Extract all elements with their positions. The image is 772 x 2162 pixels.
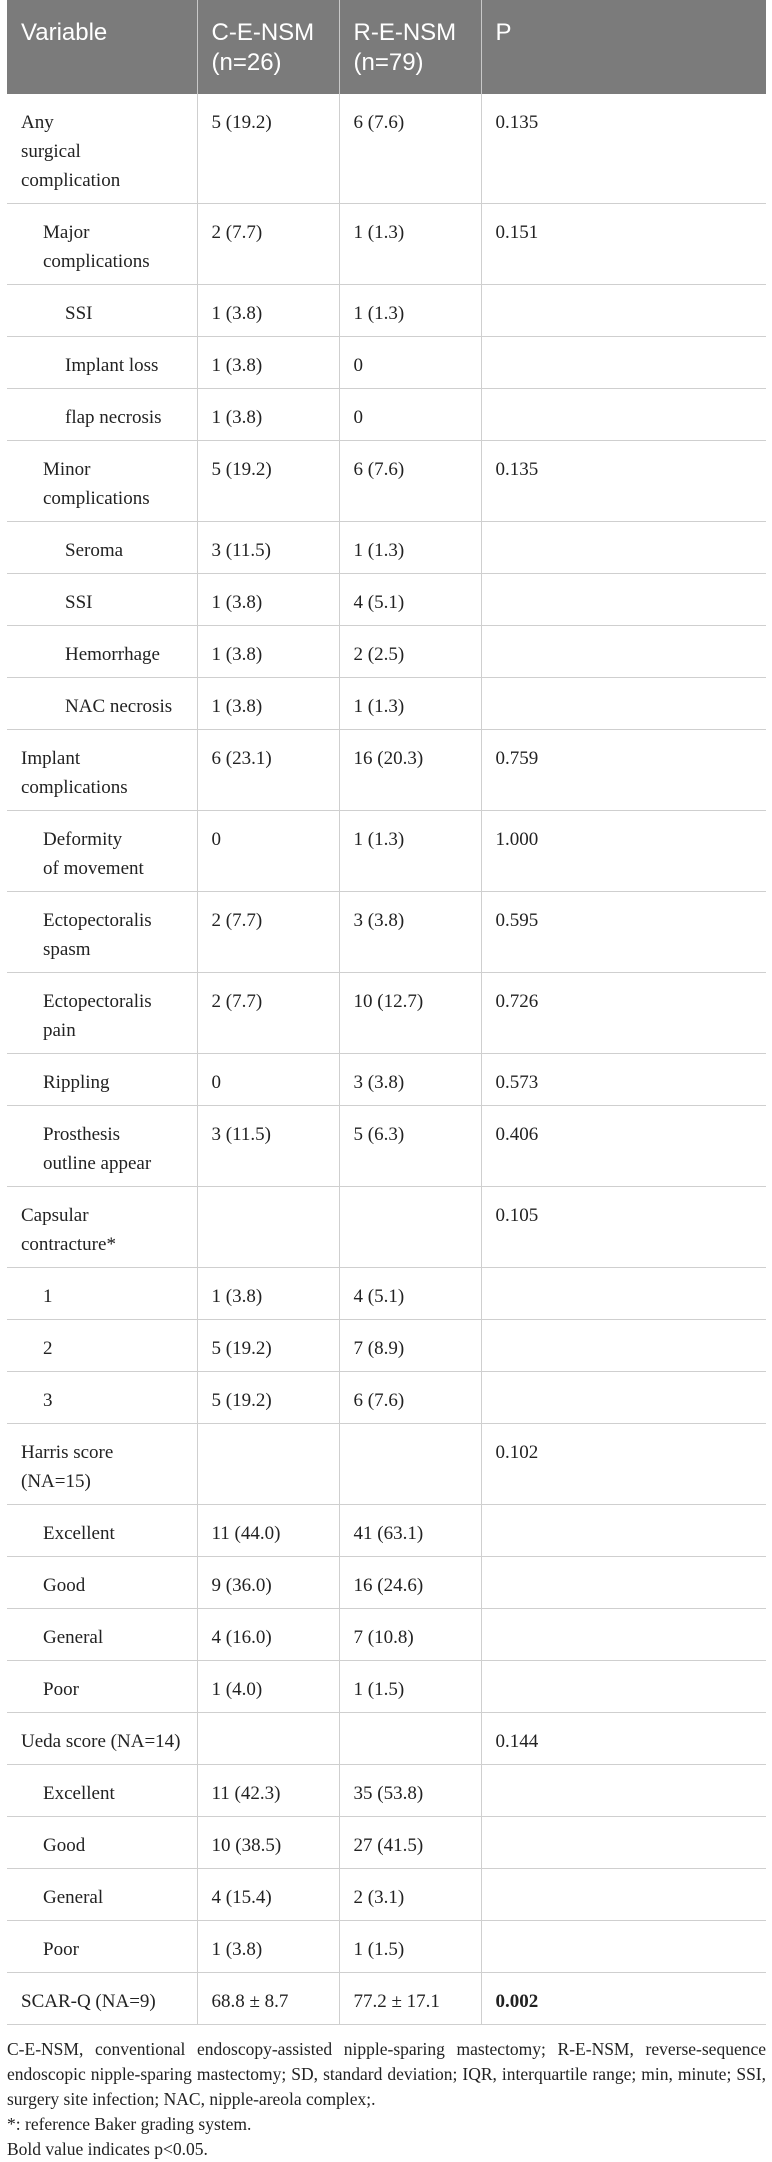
r-e-nsm-cell: 77.2 ± 17.1 xyxy=(339,1973,481,2025)
variable-cell: Poor xyxy=(7,1661,197,1713)
p-value-cell: 0.135 xyxy=(481,94,766,204)
p-value-cell: 0.726 xyxy=(481,973,766,1054)
r-e-nsm-cell: 1 (1.3) xyxy=(339,285,481,337)
variable-cell: Ectopectoralis pain xyxy=(7,973,197,1054)
table-row xyxy=(7,626,766,678)
r-e-nsm-cell: 1 (1.3) xyxy=(339,678,481,730)
p-value-cell: 0.595 xyxy=(481,892,766,973)
p-value-cell xyxy=(481,1817,766,1869)
r-e-nsm-cell: 5 (6.3) xyxy=(339,1106,481,1187)
variable-cell: SSI xyxy=(7,285,197,337)
table-row xyxy=(7,1817,766,1869)
c-e-nsm-cell: 2 (7.7) xyxy=(197,973,339,1054)
c-e-nsm-cell: 5 (19.2) xyxy=(197,1320,339,1372)
r-e-nsm-cell: 1 (1.3) xyxy=(339,204,481,285)
c-e-nsm-cell: 4 (15.4) xyxy=(197,1869,339,1921)
asterisk-note: *: reference Baker grading system. xyxy=(7,2114,252,2134)
c-e-nsm-cell: 2 (7.7) xyxy=(197,892,339,973)
p-value-cell: 0.144 xyxy=(481,1713,766,1765)
table-row xyxy=(7,337,766,389)
p-value-cell: 0.759 xyxy=(481,730,766,811)
c-e-nsm-cell: 1 (3.8) xyxy=(197,574,339,626)
table-row xyxy=(7,1973,766,2025)
c-e-nsm-cell: 5 (19.2) xyxy=(197,94,339,204)
header-p: P xyxy=(481,0,766,94)
variable-cell: Ueda score (NA=14) xyxy=(7,1713,197,1765)
p-value-cell xyxy=(481,337,766,389)
table-row xyxy=(7,1661,766,1713)
bold-value-note: Bold value indicates p<0.05. xyxy=(7,2139,208,2159)
c-e-nsm-cell xyxy=(197,1187,339,1268)
header-row xyxy=(7,0,766,94)
p-value-cell xyxy=(481,1921,766,1973)
c-e-nsm-cell xyxy=(197,1424,339,1505)
variable-cell: 3 xyxy=(7,1372,197,1424)
variable-cell: Implant complications xyxy=(7,730,197,811)
r-e-nsm-cell xyxy=(339,1424,481,1505)
variable-cell: Ectopectoralis spasm xyxy=(7,892,197,973)
c-e-nsm-cell: 11 (44.0) xyxy=(197,1505,339,1557)
variable-cell: Minor complications xyxy=(7,441,197,522)
table-row xyxy=(7,1424,766,1505)
c-e-nsm-cell: 1 (4.0) xyxy=(197,1661,339,1713)
c-e-nsm-cell: 10 (38.5) xyxy=(197,1817,339,1869)
c-e-nsm-cell: 4 (16.0) xyxy=(197,1609,339,1661)
r-e-nsm-cell: 6 (7.6) xyxy=(339,1372,481,1424)
variable-cell: Seroma xyxy=(7,522,197,574)
variable-cell: flap necrosis xyxy=(7,389,197,441)
variable-cell: 1 xyxy=(7,1268,197,1320)
r-e-nsm-cell: 3 (3.8) xyxy=(339,1054,481,1106)
r-e-nsm-cell: 6 (7.6) xyxy=(339,441,481,522)
c-e-nsm-cell: 1 (3.8) xyxy=(197,678,339,730)
variable-cell: Capsular contracture* xyxy=(7,1187,197,1268)
p-value-cell xyxy=(481,1765,766,1817)
table-row xyxy=(7,1713,766,1765)
r-e-nsm-cell: 3 (3.8) xyxy=(339,892,481,973)
c-e-nsm-cell: 11 (42.3) xyxy=(197,1765,339,1817)
p-value-cell xyxy=(481,1609,766,1661)
p-value-cell xyxy=(481,1505,766,1557)
r-e-nsm-cell: 16 (20.3) xyxy=(339,730,481,811)
variable-cell: Good xyxy=(7,1557,197,1609)
variable-cell: Any surgical complication xyxy=(7,94,197,204)
p-value-cell: 0.102 xyxy=(481,1424,766,1505)
p-value-cell xyxy=(481,574,766,626)
variable-cell: SCAR-Q (NA=9) xyxy=(7,1973,197,2025)
c-e-nsm-cell: 0 xyxy=(197,1054,339,1106)
table-row xyxy=(7,892,766,973)
p-value-cell xyxy=(481,285,766,337)
p-value-cell xyxy=(481,389,766,441)
r-e-nsm-cell: 16 (24.6) xyxy=(339,1557,481,1609)
table-row xyxy=(7,441,766,522)
variable-cell: General xyxy=(7,1609,197,1661)
p-value-cell: 0.105 xyxy=(481,1187,766,1268)
header-r-e-nsm: R-E-NSM (n=79) xyxy=(339,0,481,94)
variable-cell: Harris score (NA=15) xyxy=(7,1424,197,1505)
table-row xyxy=(7,1869,766,1921)
p-value-cell xyxy=(481,1869,766,1921)
r-e-nsm-cell: 1 (1.3) xyxy=(339,522,481,574)
r-e-nsm-cell: 2 (2.5) xyxy=(339,626,481,678)
table-container xyxy=(7,0,766,2162)
variable-cell: Good xyxy=(7,1817,197,1869)
variable-cell: Excellent xyxy=(7,1505,197,1557)
p-value-cell xyxy=(481,1372,766,1424)
r-e-nsm-cell: 1 (1.3) xyxy=(339,811,481,892)
p-value-cell xyxy=(481,1268,766,1320)
r-e-nsm-cell: 0 xyxy=(339,337,481,389)
r-e-nsm-cell: 2 (3.1) xyxy=(339,1869,481,1921)
variable-cell: Implant loss xyxy=(7,337,197,389)
table-row xyxy=(7,1609,766,1661)
table-row xyxy=(7,1054,766,1106)
p-value-cell xyxy=(481,1557,766,1609)
c-e-nsm-cell: 6 (23.1) xyxy=(197,730,339,811)
p-value-cell: 0.406 xyxy=(481,1106,766,1187)
r-e-nsm-cell: 41 (63.1) xyxy=(339,1505,481,1557)
table-row xyxy=(7,1505,766,1557)
header-variable: Variable xyxy=(7,0,197,94)
p-value-cell xyxy=(481,1320,766,1372)
variable-cell: SSI xyxy=(7,574,197,626)
variable-cell: General xyxy=(7,1869,197,1921)
c-e-nsm-cell: 5 (19.2) xyxy=(197,441,339,522)
variable-cell: Rippling xyxy=(7,1054,197,1106)
r-e-nsm-cell: 7 (8.9) xyxy=(339,1320,481,1372)
table-row xyxy=(7,204,766,285)
c-e-nsm-cell: 1 (3.8) xyxy=(197,285,339,337)
variable-cell: 2 xyxy=(7,1320,197,1372)
c-e-nsm-cell: 9 (36.0) xyxy=(197,1557,339,1609)
table-row xyxy=(7,522,766,574)
r-e-nsm-cell: 1 (1.5) xyxy=(339,1921,481,1973)
table-footnotes xyxy=(7,2037,766,2162)
c-e-nsm-cell: 0 xyxy=(197,811,339,892)
p-value-cell: 0.151 xyxy=(481,204,766,285)
variable-cell: Major complications xyxy=(7,204,197,285)
r-e-nsm-cell: 4 (5.1) xyxy=(339,1268,481,1320)
table-row xyxy=(7,1320,766,1372)
variable-cell: Excellent xyxy=(7,1765,197,1817)
table-row xyxy=(7,1921,766,1973)
table-row xyxy=(7,678,766,730)
variable-cell: Poor xyxy=(7,1921,197,1973)
c-e-nsm-cell xyxy=(197,1713,339,1765)
p-value-cell xyxy=(481,678,766,730)
r-e-nsm-cell: 27 (41.5) xyxy=(339,1817,481,1869)
c-e-nsm-cell: 1 (3.8) xyxy=(197,337,339,389)
table-row xyxy=(7,1557,766,1609)
r-e-nsm-cell: 1 (1.5) xyxy=(339,1661,481,1713)
table-body xyxy=(7,94,766,2025)
c-e-nsm-cell: 1 (3.8) xyxy=(197,1921,339,1973)
variable-cell: Hemorrhage xyxy=(7,626,197,678)
r-e-nsm-cell: 7 (10.8) xyxy=(339,1609,481,1661)
r-e-nsm-cell: 35 (53.8) xyxy=(339,1765,481,1817)
p-value-cell: 0.135 xyxy=(481,441,766,522)
table-row xyxy=(7,389,766,441)
c-e-nsm-cell: 1 (3.8) xyxy=(197,626,339,678)
p-value-cell: 1.000 xyxy=(481,811,766,892)
table-row xyxy=(7,94,766,204)
c-e-nsm-cell: 68.8 ± 8.7 xyxy=(197,1973,339,2025)
results-table xyxy=(7,0,766,2025)
r-e-nsm-cell xyxy=(339,1187,481,1268)
p-value-cell xyxy=(481,522,766,574)
table-row xyxy=(7,1268,766,1320)
table-row xyxy=(7,1372,766,1424)
table-row xyxy=(7,285,766,337)
abbreviations-note: C-E-NSM, conventional endoscopy-assisted nipple-sparing mastectomy; R-E-NSM, reverse-sequence endoscopic nipple-sparing mastectomy; SD, standard deviation; IQR, interquartile range; min, minute; SSI, surgery site infection; NAC, nipple-areola complex;. xyxy=(7,2039,766,2109)
table-row xyxy=(7,1765,766,1817)
header-c-e-nsm: C-E-NSM (n=26) xyxy=(197,0,339,94)
r-e-nsm-cell: 6 (7.6) xyxy=(339,94,481,204)
variable-cell: Prosthesis outline appear xyxy=(7,1106,197,1187)
p-value-cell: 0.002 xyxy=(481,1973,766,2025)
r-e-nsm-cell: 4 (5.1) xyxy=(339,574,481,626)
p-value-cell xyxy=(481,626,766,678)
table-row xyxy=(7,730,766,811)
table-row xyxy=(7,1106,766,1187)
p-value-cell xyxy=(481,1661,766,1713)
variable-cell: NAC necrosis xyxy=(7,678,197,730)
c-e-nsm-cell: 2 (7.7) xyxy=(197,204,339,285)
table-row xyxy=(7,1187,766,1268)
c-e-nsm-cell: 1 (3.8) xyxy=(197,389,339,441)
table-row xyxy=(7,574,766,626)
r-e-nsm-cell: 0 xyxy=(339,389,481,441)
table-row xyxy=(7,973,766,1054)
table-row xyxy=(7,811,766,892)
p-value-cell: 0.573 xyxy=(481,1054,766,1106)
c-e-nsm-cell: 3 (11.5) xyxy=(197,1106,339,1187)
r-e-nsm-cell xyxy=(339,1713,481,1765)
c-e-nsm-cell: 3 (11.5) xyxy=(197,522,339,574)
c-e-nsm-cell: 1 (3.8) xyxy=(197,1268,339,1320)
c-e-nsm-cell: 5 (19.2) xyxy=(197,1372,339,1424)
variable-cell: Deformity of movement xyxy=(7,811,197,892)
r-e-nsm-cell: 10 (12.7) xyxy=(339,973,481,1054)
